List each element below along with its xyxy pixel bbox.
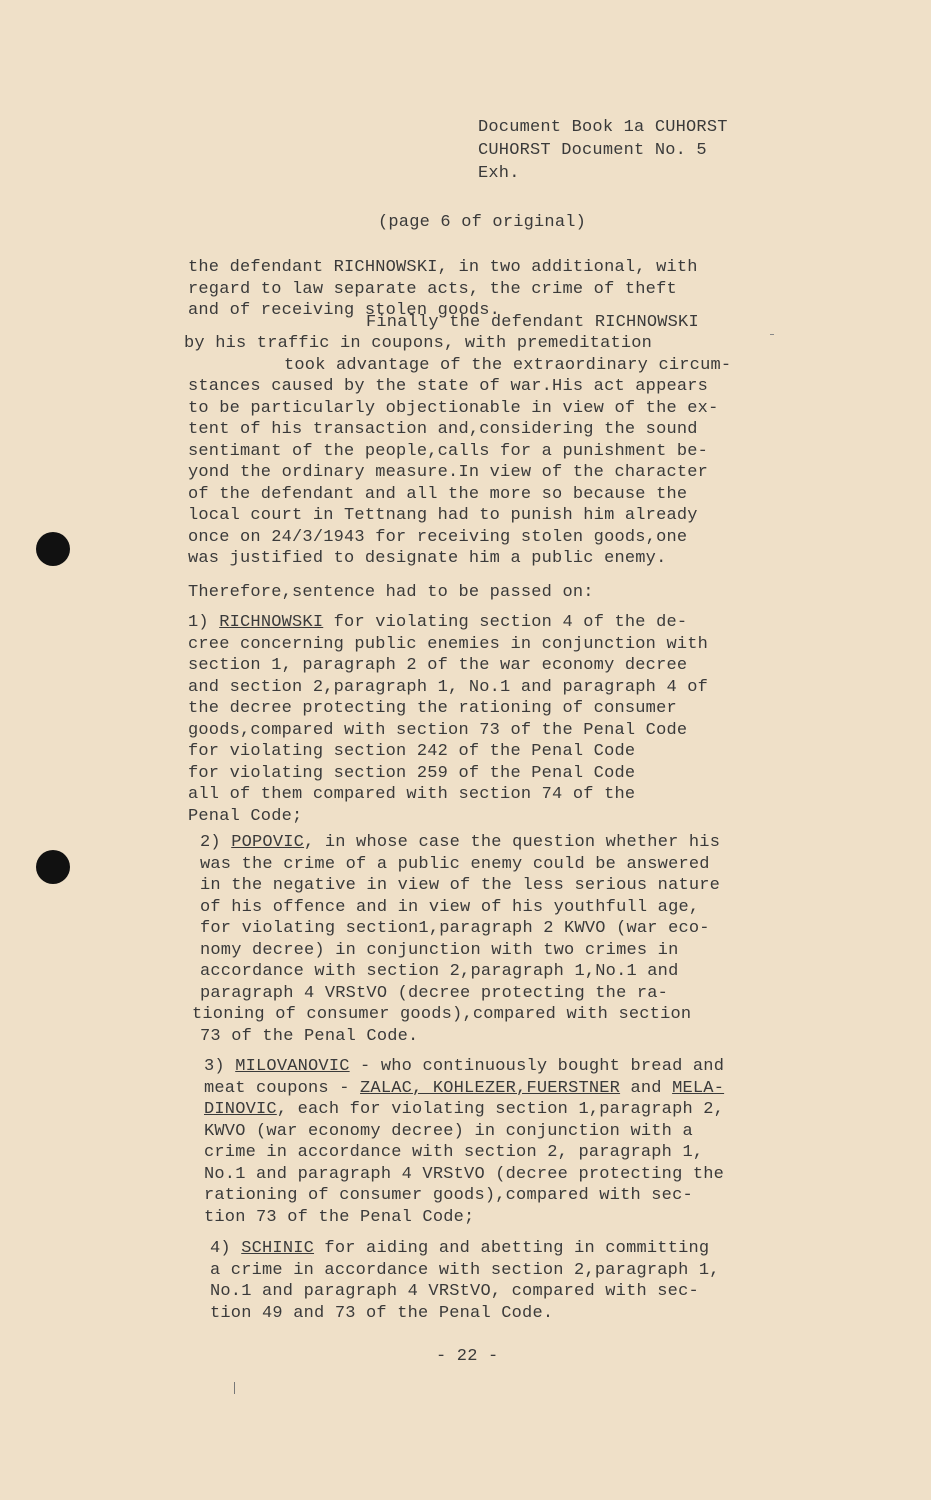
text-line: crime in accordance with section 2, paragraph 1, [204, 1143, 704, 1162]
text-line: No.1 and paragraph 4 VRStVO, compared with sec- [210, 1282, 699, 1301]
defendant-name: DINOVIC [204, 1100, 277, 1119]
intro-paragraph [184, 257, 808, 570]
item-first-line [204, 1056, 824, 1078]
text-line: tion 49 and 73 of the Penal Code. [210, 1303, 554, 1323]
text-line: the decree protecting the rationing of consumer [188, 699, 677, 718]
sentence-item-4 [210, 1238, 830, 1324]
text-line: and of receiving stolen goods. [188, 301, 501, 320]
item-text: - who continuously bought bread and [349, 1057, 725, 1076]
text-line: of the defendant and all the more so because the [188, 484, 688, 504]
defendant-name: RICHNOWSKI [219, 613, 324, 632]
text-line: goods,compared with section 73 of the Penal Code [188, 720, 688, 740]
text-line: was the crime of a public enemy could be answered [200, 854, 710, 874]
sentence-item-3 [204, 1056, 824, 1228]
punch-hole-bottom [36, 850, 70, 884]
text-line: section 1, paragraph 2 of the war economy decree [188, 656, 688, 675]
text-line: for violating section 242 of the Penal Code [188, 742, 636, 761]
therefore-line: Therefore,sentence had to be passed on: [188, 583, 594, 602]
text-line: was justified to designate him a public enemy. [188, 549, 667, 568]
item-first-line [210, 1238, 830, 1260]
item-text: , in whose case the question whether his [304, 833, 721, 852]
punch-hole-top [36, 532, 70, 566]
text-line: tion 73 of the Penal Code; [204, 1207, 475, 1227]
item-text: for aiding and abetting in committing [314, 1239, 710, 1258]
stray-tick [234, 1382, 235, 1394]
text-line: 73 of the Penal Code. [200, 1026, 419, 1046]
text-line: local court in Tettnang had to punish him already [188, 506, 698, 525]
text-line: took advantage of the extraordinary circum- [284, 355, 732, 375]
item-number: 4) [210, 1239, 231, 1258]
text-line: tioning of consumer goods),compared with section [192, 1005, 692, 1024]
text-line: nomy decree) in conjunction with two crimes in [200, 940, 679, 960]
text-line: cree concerning public enemies in conjunction with [188, 634, 709, 654]
item-first-line [200, 832, 820, 854]
text-line: rationing of consumer goods),compared with sec- [204, 1186, 693, 1205]
text-line: the defendant RICHNOWSKI, in two additional, with [188, 258, 698, 277]
text-line: paragraph 4 VRStVO (decree protecting the ra- [200, 983, 669, 1003]
text-line: Penal Code; [188, 806, 303, 826]
item-number: 2) [200, 833, 221, 852]
text-line: to be particularly objectionable in view of the ex- [188, 398, 719, 418]
defendant-name: POPOVIC [231, 833, 305, 852]
header-line-1: Document Book 1a CUHORST [478, 118, 728, 137]
item-first-line [188, 612, 808, 634]
text-line: sentimant of the people,calls for a punishment be- [188, 441, 709, 461]
defendant-names: ZALAC, KOHLEZER,FUERSTNER [360, 1078, 621, 1098]
text-line: and section 2,paragraph 1, No.1 and paragraph 4 of [188, 677, 709, 697]
item-text: meat coupons - [204, 1078, 361, 1098]
defendant-name: MILOVANOVIC [235, 1057, 350, 1076]
text-line: of his offence and in view of his youthfull age, [200, 897, 700, 917]
page-number: - 22 - [436, 1347, 499, 1366]
header-line-2: CUHORST Document No. 5 [478, 141, 707, 160]
text-line: a crime in accordance with section 2,paragraph 1, [210, 1260, 720, 1280]
defendant-name: SCHINIC [241, 1239, 315, 1258]
sentence-item-2 [192, 832, 820, 1047]
text-line: No.1 and paragraph 4 VRStVO (decree protecting the [204, 1164, 725, 1184]
item-number: 1) [188, 613, 209, 632]
item-third-line [204, 1099, 824, 1121]
text-line: yond the ordinary measure.In view of the character [188, 463, 709, 482]
text-line: all of them compared with section 74 of the [188, 785, 636, 804]
text-line: KWVO (war economy decree) in conjunction with a [204, 1121, 693, 1141]
item-number: 3) [204, 1057, 225, 1076]
sentence-item-1 [188, 612, 808, 827]
text-line: for violating section1,paragraph 2 KWVO (war eco- [200, 919, 710, 938]
text-line: regard to law separate acts, the crime of theft [188, 279, 677, 299]
item-second-line [204, 1078, 824, 1100]
defendant-name: MELA- [672, 1078, 725, 1098]
item-text: , each for violating section 1,paragraph 2, [276, 1100, 725, 1119]
text-line: stances caused by the state of war.His act appears [188, 377, 709, 396]
page-reference: (page 6 of original) [378, 213, 587, 232]
text-line: in the negative in view of the less serious nature [200, 876, 721, 895]
text-line: accordance with section 2,paragraph 1,No.1 and [200, 962, 679, 981]
text-line: once on 24/3/1943 for receiving stolen goods,one [188, 527, 688, 547]
header-line-3: Exh. [478, 164, 520, 183]
text-line: for violating section 259 of the Penal Code [188, 763, 636, 783]
text-line: Finally the defendant RICHNOWSKI [366, 312, 699, 332]
item-text: for violating section 4 of the de- [323, 613, 688, 632]
text-line: tent of his transaction and,considering the sound [188, 420, 698, 439]
document-header [478, 116, 728, 185]
text-line: by his traffic in coupons, with premeditation [184, 334, 653, 353]
item-text: and [620, 1078, 673, 1098]
